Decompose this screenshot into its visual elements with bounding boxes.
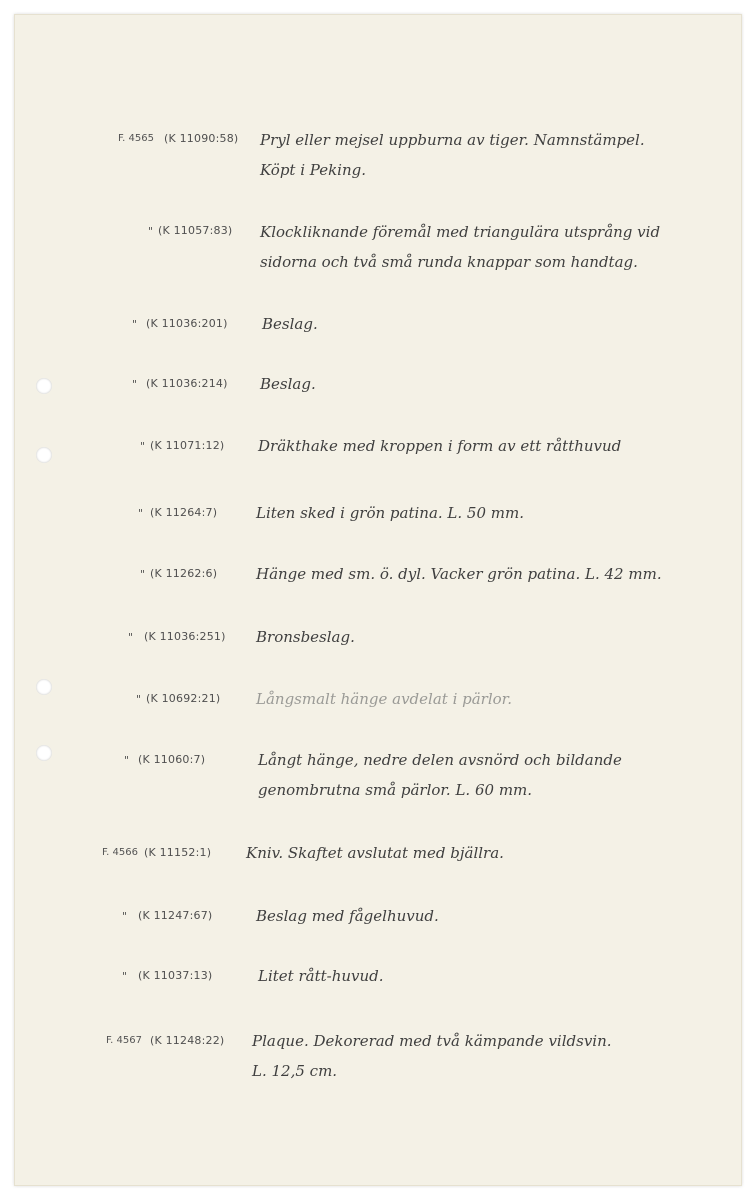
ditto-mark: " — [132, 378, 138, 391]
entry-description: Liten sked i grön patina. L. 50 mm. — [256, 504, 525, 522]
f-number: F. 4565 — [118, 133, 154, 144]
catalog-reference: (K 11248:22) — [150, 1034, 225, 1047]
catalog-reference: (K 11037:13) — [138, 969, 213, 982]
ditto-mark: " — [122, 970, 128, 983]
entry-description: Beslag. — [260, 375, 316, 393]
ditto-mark: " — [138, 507, 144, 520]
catalog-reference: (K 11060:7) — [138, 753, 206, 766]
ditto-mark: " — [136, 693, 142, 706]
catalog-reference: (K 11071:12) — [150, 439, 225, 452]
binder-hole — [36, 447, 52, 463]
catalog-reference: (K 11090:58) — [164, 132, 239, 145]
catalog-reference: (K 11057:83) — [158, 224, 233, 237]
catalog-reference: (K 11152:1) — [144, 846, 212, 859]
catalog-reference: (K 11262:6) — [150, 567, 218, 580]
entry-description: Kniv. Skaftet avslutat med bjällra. — [246, 844, 504, 862]
paper-sheet — [14, 14, 742, 1186]
ditto-mark: " — [128, 631, 134, 644]
entry-description: Hänge med sm. ö. dyl. Vacker grön patina. L. 42 mm. — [256, 565, 662, 583]
f-number: F. 4567 — [106, 1035, 142, 1046]
entry-description: Litet rått-huvud. — [258, 967, 384, 985]
f-number: F. 4566 — [102, 847, 138, 858]
entry-description: Plaque. Dekorerad med två kämpande vildsvin. L. 12,5 cm. — [252, 1032, 612, 1080]
ditto-mark: " — [132, 318, 138, 331]
ditto-mark: " — [140, 440, 146, 453]
entry-description: Klockliknande föremål med triangulära utsprång vid sidorna och två små runda knappar som handtag. — [260, 223, 661, 271]
ditto-mark: " — [122, 910, 128, 923]
ditto-mark: " — [124, 754, 130, 767]
ditto-mark: " — [148, 225, 154, 238]
entry-description: Beslag med fågelhuvud. — [256, 907, 439, 925]
entry-description: Bronsbeslag. — [256, 628, 355, 646]
catalog-reference: (K 11247:67) — [138, 909, 213, 922]
binder-hole — [36, 679, 52, 695]
catalog-reference: (K 11036:251) — [144, 630, 226, 643]
entry-description: Dräkthake med kroppen i form av ett råtthuvud — [258, 437, 622, 455]
catalog-reference: (K 11036:201) — [146, 317, 228, 330]
entry-description: Beslag. — [262, 315, 318, 333]
catalog-reference: (K 11264:7) — [150, 506, 218, 519]
binder-hole — [36, 745, 52, 761]
entry-description: Långt hänge, nedre delen avsnörd och bildande genombrutna små pärlor. L. 60 mm. — [258, 751, 622, 799]
catalog-reference: (K 11036:214) — [146, 377, 228, 390]
binder-hole — [36, 378, 52, 394]
entry-description: Långsmalt hänge avdelat i pärlor. — [256, 690, 512, 708]
catalog-reference: (K 10692:21) — [146, 692, 221, 705]
entry-description: Pryl eller mejsel uppburna av tiger. Namnstämpel. Köpt i Peking. — [260, 131, 645, 179]
ditto-mark: " — [140, 568, 146, 581]
